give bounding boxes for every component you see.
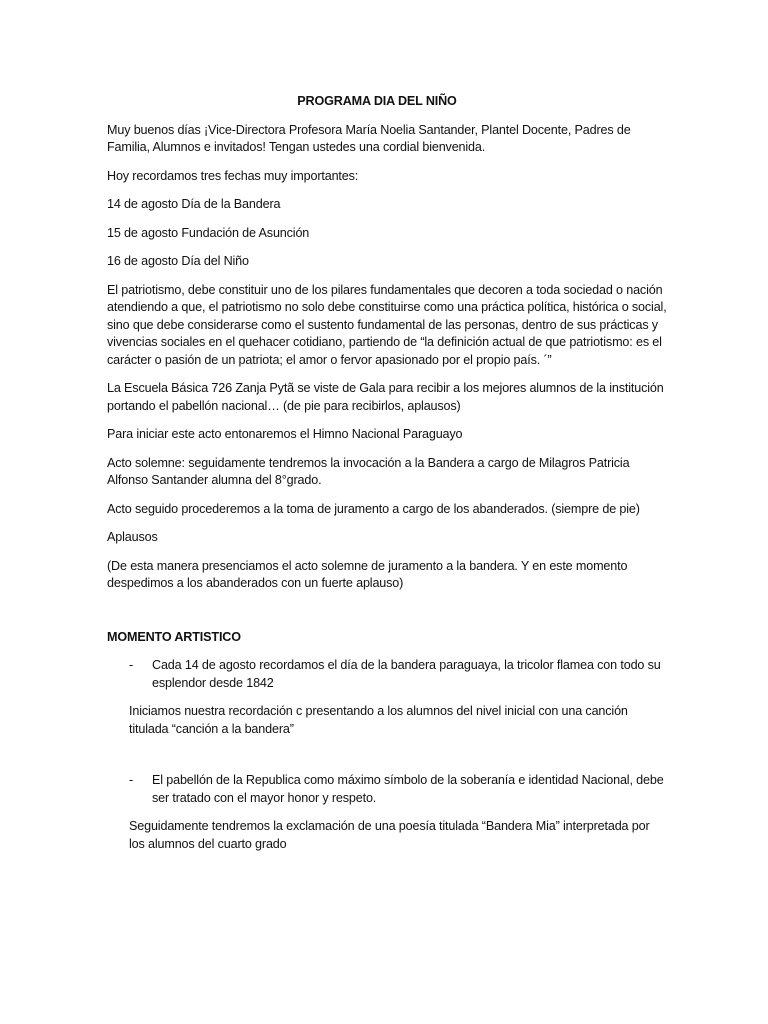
farewell-paragraph: (De esta manera presenciamos el acto solemne de juramento a la bandera. Y en este momento despedimos a los abanderados con un fuerte aplauso)	[107, 558, 628, 590]
list-item-text: Cada 14 de agosto recordamos el día de la bandera paraguaya, la tricolor flamea con todo su esplendor desde 1842	[152, 658, 661, 690]
date-flag-day: 14 de agosto Día de la Bandera	[107, 197, 281, 211]
section-heading: MOMENTO ARTISTICO	[107, 629, 241, 644]
date-asuncion-founding: 15 de agosto Fundación de Asunción	[107, 225, 310, 240]
anthem-paragraph: Para iniciar este acto entonaremos el Himno Nacional Paraguayo	[107, 427, 463, 441]
blank-line	[107, 749, 667, 772]
school-paragraph: La Escuela Básica 726 Zanja Pytã se viste de Gala para recibir a los mejores alumnos de la institución portando el pabellón nacional… (de pie para recibirlos, aplausos)	[107, 381, 664, 413]
patriotism-paragraph: El patriotismo, debe constituir uno de los pilares fundamentales que decoren a toda sociedad o nación atendiendo a que, el patriotismo no solo debe constituirse como una práctica política, histórica o social, sino que debe considerarse como el sustento fundamental de las personas, dentro de sus prácticas y vivencias sociales en el quehacer cotidiano, partiendo de “la definición actual de que patriotismo: es el carácter o pasión de un patriota; el amor o fervor apasionado por el propio país. ´”	[107, 282, 667, 367]
list-item-followup: Iniciamos nuestra recordación c presentando a los alumnos del nivel inicial con una canción titulada “canción a la bandera”	[129, 704, 628, 736]
document-page	[107, 93, 667, 864]
oath-paragraph: Acto seguido procederemos a la toma de juramento a cargo de los abanderados. (siempre de pie)	[107, 501, 640, 516]
date-children-day: 16 de agosto Día del Niño	[107, 254, 249, 268]
list-item-text: El pabellón de la Republica como máximo símbolo de la soberanía e identidad Nacional, debe ser tratado con el mayor honor y respeto.	[152, 773, 664, 805]
list-item-followup: Seguidamente tendremos la exclamación de una poesía titulada “Bandera Mia” interpretada por los alumnos del cuarto grado	[129, 819, 650, 851]
greeting-paragraph: Muy buenos días ¡Vice-Directora Profesora María Noelia Santander, Plantel Docente, Padres de Familia, Alumnos e invitados! Tengan ustedes una cordial bienvenida.	[107, 122, 631, 154]
intro-paragraph: Hoy recordamos tres fechas muy importantes:	[107, 168, 359, 183]
bullet-marker: -	[129, 658, 134, 672]
applause-paragraph: Aplausos	[107, 530, 158, 544]
solemn-act-paragraph: Acto solemne: seguidamente tendremos la invocación a la Bandera a cargo de Milagros Patricia Alfonso Santander alumna del 8°grado.	[107, 455, 630, 487]
list-item	[107, 657, 667, 692]
document-title: PROGRAMA DIA DEL NIÑO	[297, 94, 457, 108]
list-item	[107, 772, 667, 807]
bullet-marker: -	[129, 773, 134, 787]
